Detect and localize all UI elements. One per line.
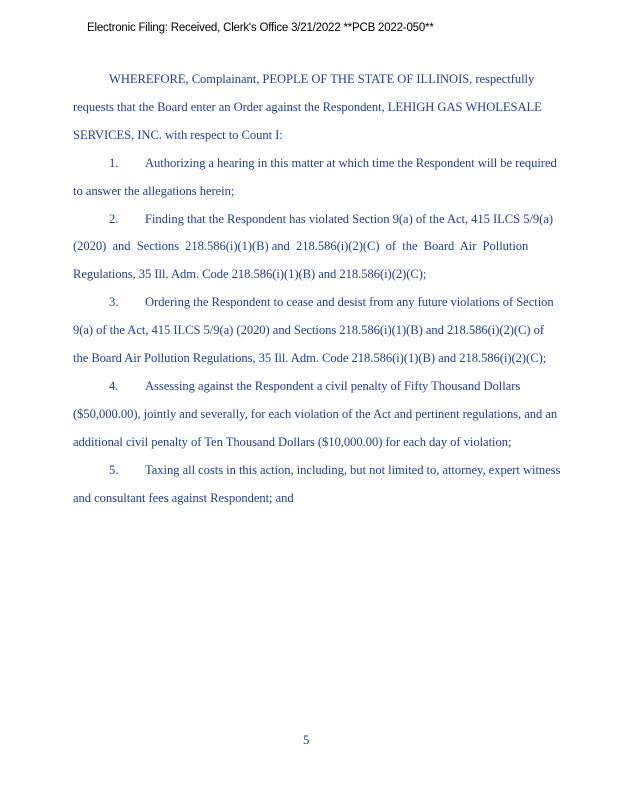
page-number: 5	[303, 733, 310, 747]
item-3-line-1: Ordering the Respondent to cease and desist from any future violations of Section	[145, 295, 554, 309]
item-1-line-1: Authorizing a hearing in this matter at which time the Respondent will be required	[145, 156, 557, 170]
item-2-line-3: Regulations, 35 Ill. Adm. Code 218.586(i)(1)(B) and 218.586(i)(2)(C);	[73, 267, 427, 281]
item-5-line-1: Taxing all costs in this action, including, but not limited to, attorney, expert witness	[145, 463, 561, 477]
item-5-number: 5.	[109, 463, 119, 477]
item-1-line-2: to answer the allegations herein;	[73, 184, 235, 198]
intro-line-2: requests that the Board enter an Order against the Respondent, LEHIGH GAS WHOLESALE	[73, 100, 542, 114]
item-3-line-3: the Board Air Pollution Regulations, 35 Ill. Adm. Code 218.586(i)(1)(B) and 218.586(i)(2)(C);	[73, 351, 547, 365]
item-3-line-2: 9(a) of the Act, 415 ILCS 5/9(a) (2020) and Sections 218.586(i)(1)(B) and 218.586(i)(2)(C) of	[73, 323, 545, 337]
item-2-number: 2.	[109, 212, 119, 226]
item-4-line-3: additional civil penalty of Ten Thousand Dollars ($10,000.00) for each day of violation;	[73, 435, 512, 449]
item-2-line-2: (2020) and Sections 218.586(i)(1)(B) and 218.586(i)(2)(C) of the Board Air Pollution	[73, 239, 529, 253]
item-4-number: 4.	[109, 379, 119, 393]
item-4-line-1: Assessing against the Respondent a civil penalty of Fifty Thousand Dollars	[145, 379, 521, 393]
item-2-line-1: Finding that the Respondent has violated Section 9(a) of the Act, 415 ILCS 5/9(a)	[145, 212, 553, 226]
item-1-number: 1.	[109, 156, 119, 170]
intro-line-1: WHEREFORE, Complainant, PEOPLE OF THE STATE OF ILLINOIS, respectfully	[109, 72, 535, 86]
item-4-line-2: ($50,000.00), jointly and severally, for each violation of the Act and pertinent regulations, and an	[73, 407, 558, 421]
filing-stamp-header: Electronic Filing: Received, Clerk's Office 3/21/2022 **PCB 2022-050**	[87, 22, 434, 34]
item-3-number: 3.	[109, 295, 119, 309]
item-5-line-2: and consultant fees against Respondent; and	[73, 491, 294, 505]
intro-line-3: SERVICES, INC. with respect to Count I:	[73, 128, 283, 142]
